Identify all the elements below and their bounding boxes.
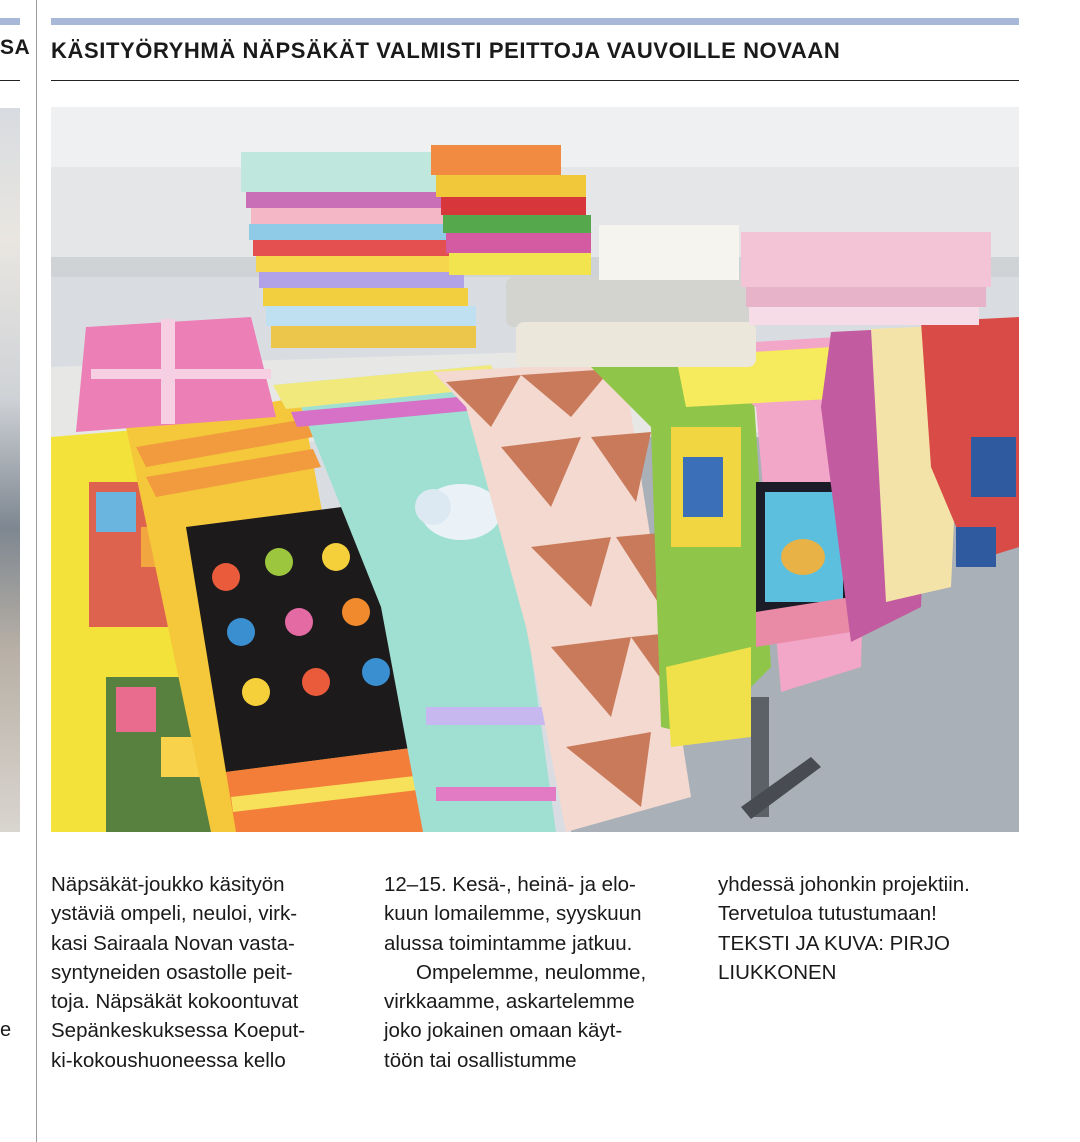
body-line: syntyneiden osastolle peit- <box>51 960 293 984</box>
adjacent-photo-fragment <box>0 108 20 832</box>
article-photo <box>51 107 1019 832</box>
body-line: yhdessä johonkin projektiin. <box>718 873 970 896</box>
body-line: Tervetuloa tutustumaan! <box>718 902 937 926</box>
body-line-paragraph-start: Ompelemme, neulomme, <box>416 960 647 984</box>
byline: LIUKKONEN <box>718 960 837 984</box>
body-line: ystäviä ompeli, neuloi, virk- <box>51 902 298 926</box>
adjacent-text-fragment: e <box>0 1019 12 1041</box>
body-line: virkkaamme, askartelemme <box>384 990 635 1014</box>
adjacent-headline-fragment: SA <box>0 36 31 59</box>
body-line: Sepänkeskuksessa Koeput- <box>51 1019 306 1043</box>
article-body-column-2 <box>384 870 696 1075</box>
body-line: töön tai osallistumme <box>384 1048 577 1072</box>
body-line: toja. Näpsäkät kokoontuvat <box>51 990 299 1014</box>
body-line: Näpsäkät-joukko käsityön <box>51 873 285 896</box>
adjacent-accent-bar <box>0 18 20 25</box>
section-accent-bar <box>51 18 1019 25</box>
article-body-column-1 <box>51 870 363 1075</box>
body-line: kuun lomailemme, syyskuun <box>384 902 642 926</box>
body-line: alussa toimintamme jatkuu. <box>384 931 633 955</box>
article-headline: KÄSITYÖRYHMÄ NÄPSÄKÄT VALMISTI PEITTOJA VAUVOILLE NOVAAN <box>51 38 841 63</box>
adjacent-headline-rule <box>0 80 20 81</box>
column-divider <box>36 0 37 1142</box>
body-line: joko jokainen omaan käyt- <box>384 1019 623 1043</box>
byline: TEKSTI JA KUVA: PIRJO <box>718 931 951 955</box>
adjacent-article-fragment <box>0 0 36 1142</box>
headline-rule <box>51 80 1019 81</box>
article-body-column-3 <box>718 870 1030 987</box>
body-line: 12–15. Kesä-, heinä- ja elo- <box>384 873 636 896</box>
body-line: kasi Sairaala Novan vasta- <box>51 931 295 955</box>
body-line: ki-kokoushuoneessa kello <box>51 1048 286 1072</box>
